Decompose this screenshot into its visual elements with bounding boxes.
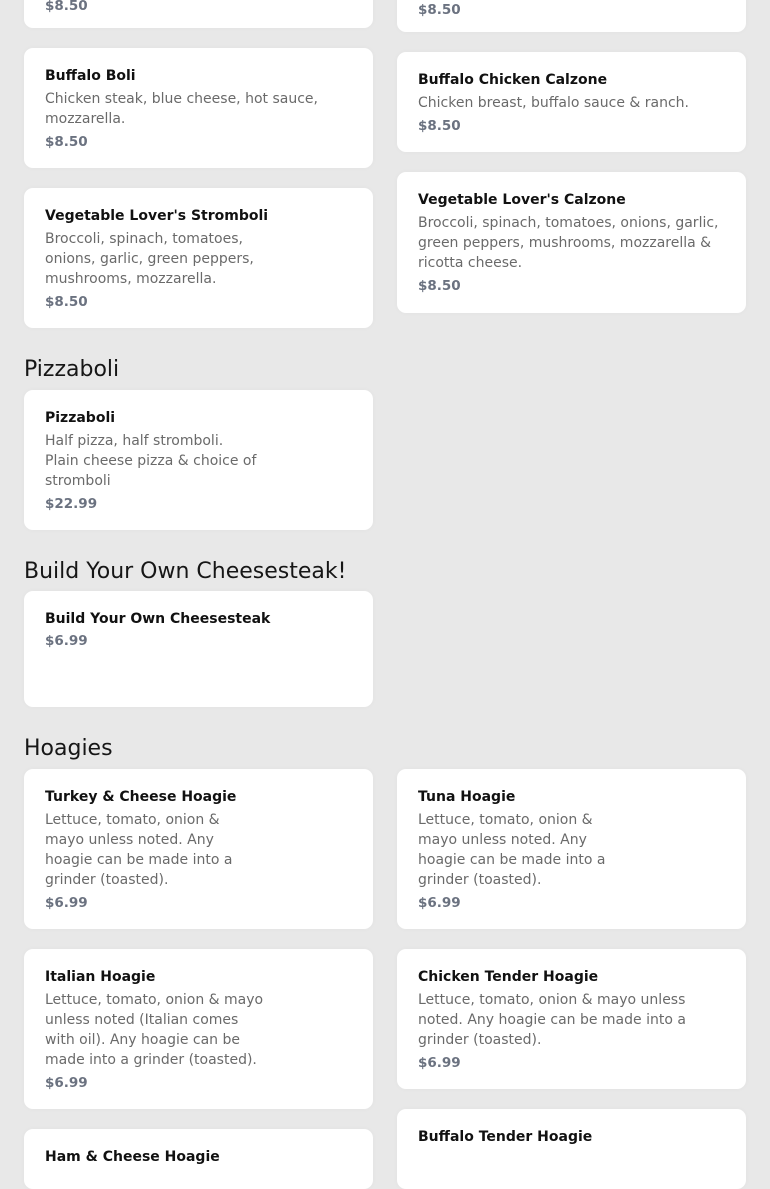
- section-title-hoagies: Hoagies: [24, 736, 113, 761]
- item-description: Chicken breast, buffalo sauce & ranch.: [418, 95, 689, 111]
- menu-item-card[interactable]: [24, 0, 373, 28]
- item-description: Broccoli, spinach, tomatoes, onions, garlic, green peppers, mushrooms, mozzarella.: [45, 231, 254, 287]
- item-description: Lettuce, tomato, onion & mayo unless noted (Italian comes with oil). Any hoagie can be made into a grinder (toasted).: [45, 992, 264, 1068]
- item-name: Build Your Own Cheesesteak: [45, 611, 271, 627]
- item-description: Lettuce, tomato, onion & mayo unless noted. Any hoagie can be made into a grinder (toasted).: [45, 812, 233, 888]
- menu-item-italian-hoagie[interactable]: [24, 949, 373, 1109]
- item-price: $22.99: [45, 496, 98, 512]
- item-name: Pizzaboli: [45, 410, 116, 426]
- item-price: $8.50: [45, 134, 88, 150]
- item-description: Chicken steak, blue cheese, hot sauce, mozzarella.: [45, 91, 318, 127]
- item-price: $6.99: [45, 633, 88, 649]
- menu-item-vegetable-calzone[interactable]: [397, 172, 746, 313]
- item-name: Vegetable Lover's Stromboli: [45, 208, 269, 224]
- menu-item-build-cheesesteak[interactable]: [24, 591, 373, 707]
- item-price: $6.99: [45, 895, 88, 911]
- item-price: $8.50: [45, 0, 88, 14]
- item-name: Buffalo Boli: [45, 68, 136, 84]
- item-name: Buffalo Chicken Calzone: [418, 72, 608, 88]
- item-description: Lettuce, tomato, onion & mayo unless noted. Any hoagie can be made into a grinder (toasted).: [418, 812, 606, 888]
- menu-item-buffalo-chicken-calzone[interactable]: [397, 52, 746, 152]
- item-name: Chicken Tender Hoagie: [418, 969, 599, 985]
- item-price: $8.50: [418, 278, 461, 294]
- menu-item-turkey-cheese-hoagie[interactable]: [24, 769, 373, 929]
- menu-item-buffalo-boli[interactable]: [24, 48, 373, 168]
- menu-item-buffalo-tender-hoagie[interactable]: [397, 1109, 746, 1189]
- menu-item-ham-cheese-hoagie[interactable]: [24, 1129, 373, 1189]
- menu-item-chicken-tender-hoagie[interactable]: [397, 949, 746, 1089]
- item-description: Broccoli, spinach, tomatoes, onions, garlic, green peppers, mushrooms, mozzarella & ricotta cheese.: [418, 215, 719, 271]
- item-price: $8.50: [418, 2, 461, 18]
- item-name: Ham & Cheese Hoagie: [45, 1149, 220, 1165]
- item-name: Buffalo Tender Hoagie: [418, 1129, 593, 1145]
- section-title-build-cheesesteak: Build Your Own Cheesesteak!: [24, 559, 347, 584]
- menu-item-tuna-hoagie[interactable]: [397, 769, 746, 929]
- menu-item-card[interactable]: [397, 0, 746, 32]
- menu-item-vegetable-stromboli[interactable]: [24, 188, 373, 328]
- item-price: $6.99: [45, 1075, 88, 1091]
- item-price: $8.50: [45, 294, 88, 310]
- item-description: Lettuce, tomato, onion & mayo unless noted. Any hoagie can be made into a grinder (toasted).: [418, 992, 686, 1048]
- item-price: $6.99: [418, 1055, 461, 1071]
- item-price: $6.99: [418, 895, 461, 911]
- item-name: Tuna Hoagie: [418, 789, 516, 805]
- item-price: $8.50: [418, 118, 461, 134]
- menu-item-pizzaboli[interactable]: [24, 390, 373, 530]
- item-name: Italian Hoagie: [45, 969, 156, 985]
- section-title-pizzaboli: Pizzaboli: [24, 357, 120, 382]
- item-name: Vegetable Lover's Calzone: [418, 192, 626, 208]
- item-description: Half pizza, half stromboli. Plain cheese pizza & choice of stromboli: [45, 433, 257, 489]
- item-name: Turkey & Cheese Hoagie: [45, 789, 237, 805]
